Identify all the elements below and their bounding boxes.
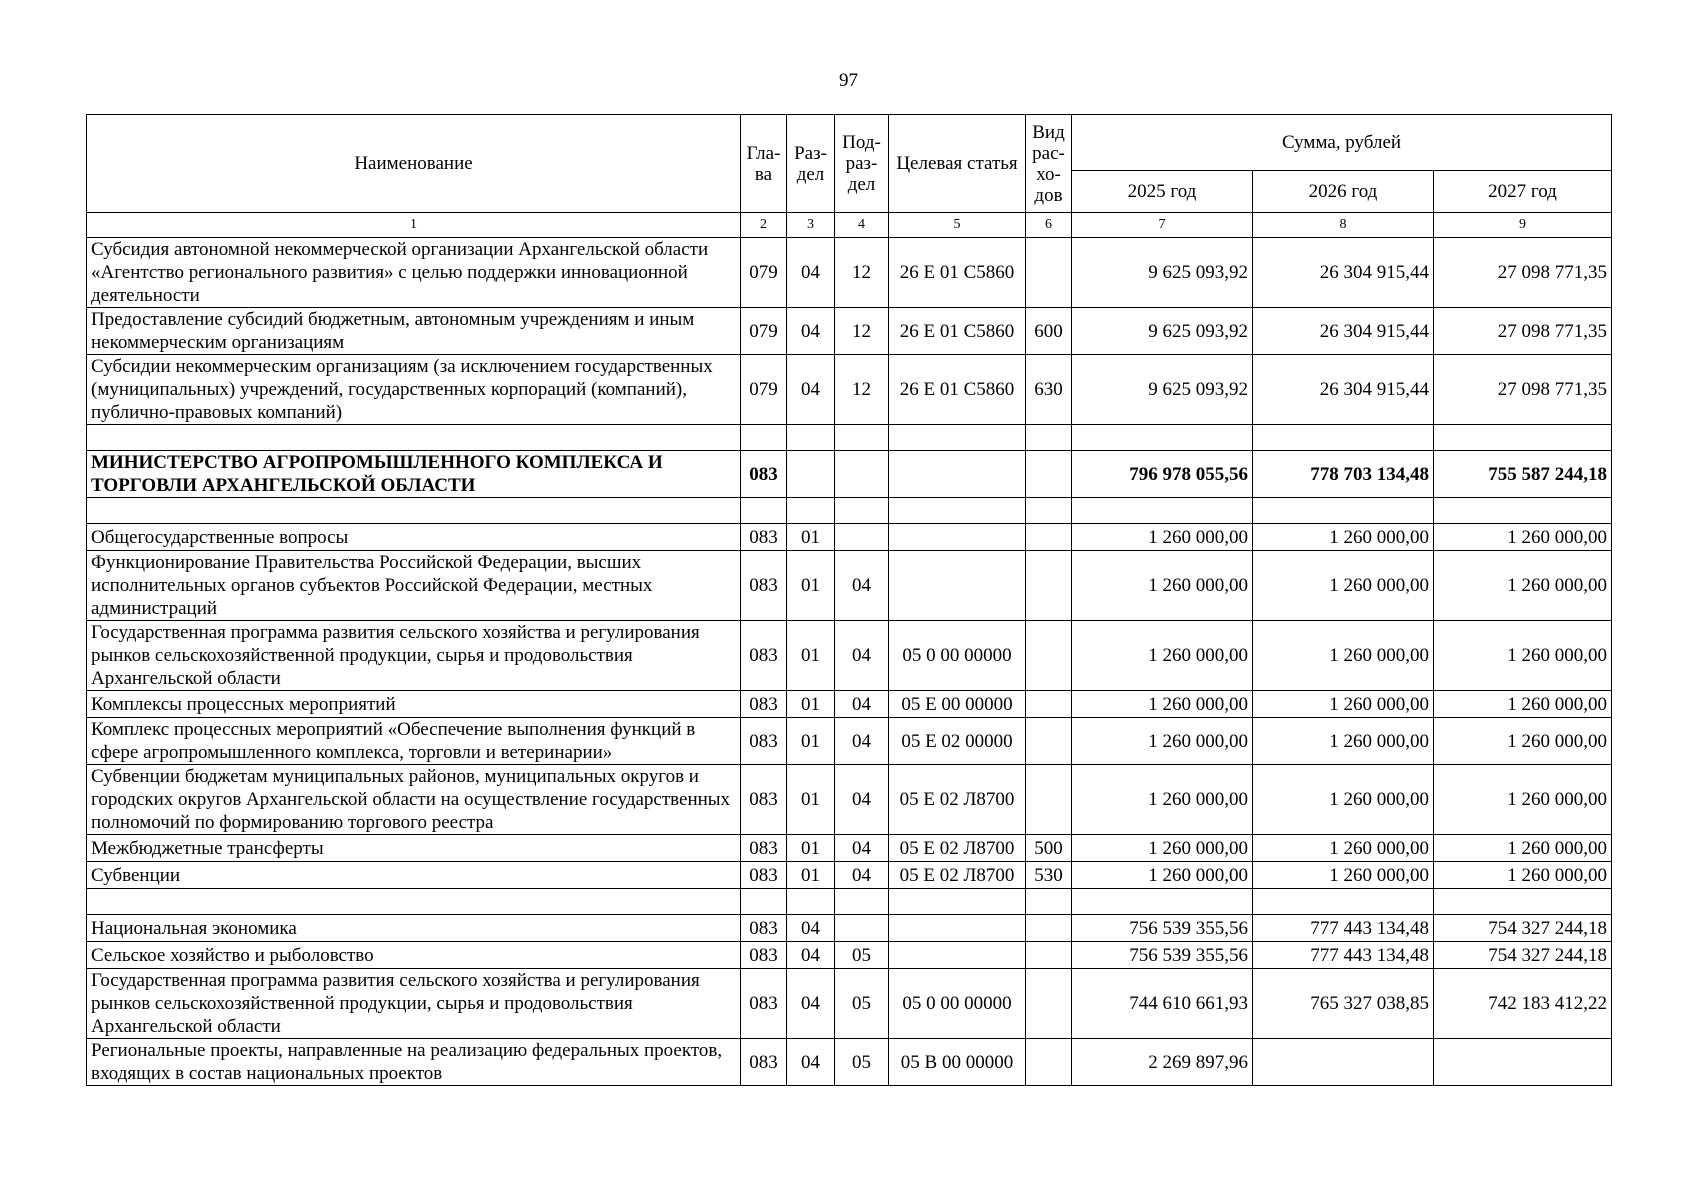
cell-glava: 083 — [741, 1039, 787, 1086]
cell-amount-2025: 2 269 897,96 — [1072, 1039, 1253, 1086]
column-number-row — [87, 213, 1612, 238]
cell-amount-2025: 744 610 661,93 — [1072, 969, 1253, 1039]
column-number: 2 — [741, 213, 787, 238]
cell-amount-2026: 26 304 915,44 — [1253, 238, 1434, 308]
cell-name: Государственная программа развития сельского хозяйства и регулирования рынков сельскохозяйственной продукции, сырья и продовольствия Архангельской области — [87, 621, 741, 691]
table-row — [87, 524, 1612, 551]
header-summa: Сумма, рублей — [1072, 115, 1612, 171]
cell-vid — [1026, 691, 1072, 718]
cell-amount-2025 — [1072, 889, 1253, 915]
cell-amount-2027: 754 327 244,18 — [1434, 915, 1612, 942]
cell-amount-2025: 756 539 355,56 — [1072, 915, 1253, 942]
cell-name — [87, 425, 741, 451]
cell-glava: 083 — [741, 691, 787, 718]
column-number: 4 — [835, 213, 889, 238]
cell-amount-2025: 796 978 055,56 — [1072, 451, 1253, 498]
cell-name: Субвенции — [87, 862, 741, 889]
cell-razdel: 01 — [787, 691, 835, 718]
cell-amount-2027: 1 260 000,00 — [1434, 691, 1612, 718]
cell-vid: 500 — [1026, 835, 1072, 862]
cell-name: Региональные проекты, направленные на реализацию федеральных проектов, входящих в состав национальных проектов — [87, 1039, 741, 1086]
cell-podrazdel: 04 — [835, 862, 889, 889]
cell-glava: 079 — [741, 308, 787, 355]
cell-razdel — [787, 451, 835, 498]
cell-amount-2027: 1 260 000,00 — [1434, 835, 1612, 862]
cell-glava: 083 — [741, 765, 787, 835]
cell-podrazdel: 05 — [835, 942, 889, 969]
header-vid: Вид рас-хо-дов — [1026, 115, 1072, 213]
cell-podrazdel: 04 — [835, 621, 889, 691]
page-number: 97 — [839, 70, 858, 91]
cell-amount-2027: 1 260 000,00 — [1434, 621, 1612, 691]
cell-podrazdel: 04 — [835, 718, 889, 765]
table-row — [87, 915, 1612, 942]
cell-razdel — [787, 889, 835, 915]
cell-amount-2026: 1 260 000,00 — [1253, 691, 1434, 718]
cell-vid: 630 — [1026, 355, 1072, 425]
column-number: 6 — [1026, 213, 1072, 238]
table-header — [87, 115, 1612, 238]
cell-celevaya: 26 Е 01 С5860 — [889, 355, 1026, 425]
cell-vid — [1026, 621, 1072, 691]
cell-amount-2026: 765 327 038,85 — [1253, 969, 1434, 1039]
cell-podrazdel — [835, 915, 889, 942]
cell-podrazdel — [835, 524, 889, 551]
cell-razdel: 04 — [787, 1039, 835, 1086]
cell-razdel: 04 — [787, 915, 835, 942]
cell-celevaya: 05 Е 00 00000 — [889, 691, 1026, 718]
cell-amount-2026 — [1253, 1039, 1434, 1086]
cell-name: МИНИСТЕРСТВО АГРОПРОМЫШЛЕННОГО КОМПЛЕКСА И ТОРГОВЛИ АРХАНГЕЛЬСКОЙ ОБЛАСТИ — [87, 451, 741, 498]
cell-name: Национальная экономика — [87, 915, 741, 942]
cell-podrazdel — [835, 451, 889, 498]
table-row — [87, 355, 1612, 425]
cell-amount-2026: 1 260 000,00 — [1253, 718, 1434, 765]
cell-amount-2026: 1 260 000,00 — [1253, 765, 1434, 835]
cell-celevaya: 05 Е 02 Л8700 — [889, 862, 1026, 889]
column-number: 3 — [787, 213, 835, 238]
cell-celevaya — [889, 498, 1026, 524]
header-podrazdel: Под-раз-дел — [835, 115, 889, 213]
table-row — [87, 942, 1612, 969]
cell-amount-2025: 1 260 000,00 — [1072, 765, 1253, 835]
cell-vid — [1026, 1039, 1072, 1086]
cell-amount-2027: 755 587 244,18 — [1434, 451, 1612, 498]
cell-amount-2026: 26 304 915,44 — [1253, 355, 1434, 425]
cell-name: Функционирование Правительства Российской Федерации, высших исполнительных органов субъектов Российской Федерации, местных администраций — [87, 551, 741, 621]
cell-name: Комплексы процессных мероприятий — [87, 691, 741, 718]
cell-name: Субсидия автономной некоммерческой организации Архангельской области «Агентство регионального развития» с целью поддержки инновационной деятельности — [87, 238, 741, 308]
cell-glava: 083 — [741, 524, 787, 551]
cell-razdel — [787, 498, 835, 524]
cell-amount-2026: 777 443 134,48 — [1253, 942, 1434, 969]
column-number: 9 — [1434, 213, 1612, 238]
cell-razdel: 04 — [787, 969, 835, 1039]
cell-amount-2027: 754 327 244,18 — [1434, 942, 1612, 969]
cell-celevaya: 05 0 00 00000 — [889, 621, 1026, 691]
cell-vid — [1026, 238, 1072, 308]
cell-amount-2026: 1 260 000,00 — [1253, 862, 1434, 889]
cell-vid — [1026, 915, 1072, 942]
table-row — [87, 425, 1612, 451]
cell-celevaya — [889, 524, 1026, 551]
table-row — [87, 551, 1612, 621]
cell-celevaya: 05 0 00 00000 — [889, 969, 1026, 1039]
cell-vid — [1026, 524, 1072, 551]
cell-vid — [1026, 425, 1072, 451]
cell-razdel: 04 — [787, 355, 835, 425]
cell-glava: 083 — [741, 718, 787, 765]
cell-amount-2025: 9 625 093,92 — [1072, 355, 1253, 425]
cell-amount-2025: 9 625 093,92 — [1072, 238, 1253, 308]
cell-vid — [1026, 451, 1072, 498]
cell-razdel: 01 — [787, 862, 835, 889]
cell-amount-2026: 778 703 134,48 — [1253, 451, 1434, 498]
header-year-2026: 2026 год — [1253, 171, 1434, 213]
cell-celevaya — [889, 942, 1026, 969]
cell-amount-2025 — [1072, 498, 1253, 524]
cell-razdel: 04 — [787, 238, 835, 308]
cell-amount-2027: 1 260 000,00 — [1434, 718, 1612, 765]
cell-glava — [741, 425, 787, 451]
table-row — [87, 238, 1612, 308]
cell-amount-2027: 27 098 771,35 — [1434, 308, 1612, 355]
cell-amount-2027: 742 183 412,22 — [1434, 969, 1612, 1039]
cell-razdel: 01 — [787, 718, 835, 765]
cell-amount-2025 — [1072, 425, 1253, 451]
cell-amount-2027 — [1434, 498, 1612, 524]
cell-amount-2027: 1 260 000,00 — [1434, 551, 1612, 621]
cell-celevaya — [889, 551, 1026, 621]
cell-glava: 079 — [741, 355, 787, 425]
cell-amount-2026: 1 260 000,00 — [1253, 621, 1434, 691]
cell-glava: 083 — [741, 451, 787, 498]
table-row — [87, 862, 1612, 889]
cell-amount-2026: 777 443 134,48 — [1253, 915, 1434, 942]
cell-glava: 079 — [741, 238, 787, 308]
cell-razdel: 01 — [787, 621, 835, 691]
header-year-2027: 2027 год — [1434, 171, 1612, 213]
cell-amount-2027 — [1434, 425, 1612, 451]
cell-amount-2025: 756 539 355,56 — [1072, 942, 1253, 969]
cell-name: Комплекс процессных мероприятий «Обеспечение выполнения функций в сфере агропромышленного комплекса, торговли и ветеринарии» — [87, 718, 741, 765]
cell-razdel: 01 — [787, 835, 835, 862]
cell-amount-2027: 1 260 000,00 — [1434, 862, 1612, 889]
cell-amount-2026 — [1253, 425, 1434, 451]
cell-vid — [1026, 969, 1072, 1039]
column-number: 7 — [1072, 213, 1253, 238]
cell-amount-2025: 9 625 093,92 — [1072, 308, 1253, 355]
table-body — [87, 238, 1612, 1086]
table-row — [87, 718, 1612, 765]
cell-amount-2025: 1 260 000,00 — [1072, 835, 1253, 862]
cell-amount-2026: 1 260 000,00 — [1253, 524, 1434, 551]
cell-vid — [1026, 765, 1072, 835]
cell-amount-2027: 27 098 771,35 — [1434, 238, 1612, 308]
table-row — [87, 498, 1612, 524]
cell-podrazdel: 12 — [835, 308, 889, 355]
cell-razdel: 01 — [787, 765, 835, 835]
cell-celevaya: 05 Е 02 00000 — [889, 718, 1026, 765]
cell-celevaya — [889, 915, 1026, 942]
table-row — [87, 621, 1612, 691]
cell-amount-2025: 1 260 000,00 — [1072, 691, 1253, 718]
cell-name — [87, 889, 741, 915]
cell-name: Общегосударственные вопросы — [87, 524, 741, 551]
cell-podrazdel: 04 — [835, 691, 889, 718]
cell-glava: 083 — [741, 551, 787, 621]
header-glava: Гла-ва — [741, 115, 787, 213]
cell-vid — [1026, 889, 1072, 915]
cell-razdel: 01 — [787, 524, 835, 551]
cell-podrazdel: 12 — [835, 238, 889, 308]
cell-amount-2025: 1 260 000,00 — [1072, 862, 1253, 889]
cell-celevaya: 26 Е 01 С5860 — [889, 308, 1026, 355]
cell-razdel: 04 — [787, 942, 835, 969]
cell-amount-2027: 27 098 771,35 — [1434, 355, 1612, 425]
cell-glava — [741, 889, 787, 915]
cell-name: Субвенции бюджетам муниципальных районов, муниципальных округов и городских округов Архангельской области на осуществление государственных полномочий по формированию торгового реестра — [87, 765, 741, 835]
table-row — [87, 1039, 1612, 1086]
cell-podrazdel: 04 — [835, 835, 889, 862]
cell-podrazdel: 12 — [835, 355, 889, 425]
cell-amount-2026: 1 260 000,00 — [1253, 551, 1434, 621]
cell-razdel: 01 — [787, 551, 835, 621]
table-row — [87, 691, 1612, 718]
column-number: 5 — [889, 213, 1026, 238]
cell-vid — [1026, 498, 1072, 524]
cell-glava — [741, 498, 787, 524]
cell-name: Сельское хозяйство и рыболовство — [87, 942, 741, 969]
cell-podrazdel: 05 — [835, 1039, 889, 1086]
column-number: 8 — [1253, 213, 1434, 238]
cell-podrazdel — [835, 425, 889, 451]
header-name: Наименование — [87, 115, 741, 213]
table-row — [87, 889, 1612, 915]
header-celevaya: Целевая статья — [889, 115, 1026, 213]
cell-razdel: 04 — [787, 308, 835, 355]
cell-celevaya: 26 Е 01 С5860 — [889, 238, 1026, 308]
cell-amount-2025: 1 260 000,00 — [1072, 621, 1253, 691]
cell-glava: 083 — [741, 835, 787, 862]
cell-podrazdel — [835, 889, 889, 915]
cell-amount-2025: 1 260 000,00 — [1072, 718, 1253, 765]
cell-razdel — [787, 425, 835, 451]
table-row — [87, 969, 1612, 1039]
cell-podrazdel: 04 — [835, 551, 889, 621]
cell-amount-2027 — [1434, 889, 1612, 915]
cell-vid — [1026, 551, 1072, 621]
cell-celevaya — [889, 889, 1026, 915]
cell-name: Субсидии некоммерческим организациям (за исключением государственных (муниципальных) учреждений, государственных корпораций (компаний), публично-правовых компаний) — [87, 355, 741, 425]
cell-vid — [1026, 718, 1072, 765]
cell-celevaya — [889, 451, 1026, 498]
header-razdel: Раз-дел — [787, 115, 835, 213]
table-row — [87, 835, 1612, 862]
cell-glava: 083 — [741, 942, 787, 969]
cell-celevaya: 05 Е 02 Л8700 — [889, 835, 1026, 862]
cell-amount-2026 — [1253, 498, 1434, 524]
cell-celevaya: 05 Е 02 Л8700 — [889, 765, 1026, 835]
cell-vid: 600 — [1026, 308, 1072, 355]
table-row — [87, 451, 1612, 498]
cell-glava: 083 — [741, 621, 787, 691]
cell-name: Государственная программа развития сельского хозяйства и регулирования рынков сельскохозяйственной продукции, сырья и продовольствия Архангельской области — [87, 969, 741, 1039]
cell-glava: 083 — [741, 862, 787, 889]
column-number: 1 — [87, 213, 741, 238]
budget-table — [86, 114, 1612, 1086]
cell-name: Предоставление субсидий бюджетным, автономным учреждениям и иным некоммерческим организациям — [87, 308, 741, 355]
cell-glava: 083 — [741, 969, 787, 1039]
cell-amount-2027: 1 260 000,00 — [1434, 524, 1612, 551]
table-row — [87, 308, 1612, 355]
cell-amount-2026 — [1253, 889, 1434, 915]
cell-amount-2026: 26 304 915,44 — [1253, 308, 1434, 355]
cell-celevaya — [889, 425, 1026, 451]
cell-amount-2025: 1 260 000,00 — [1072, 551, 1253, 621]
cell-vid — [1026, 942, 1072, 969]
cell-podrazdel: 04 — [835, 765, 889, 835]
cell-podrazdel — [835, 498, 889, 524]
cell-amount-2027: 1 260 000,00 — [1434, 765, 1612, 835]
cell-amount-2027 — [1434, 1039, 1612, 1086]
cell-name: Межбюджетные трансферты — [87, 835, 741, 862]
cell-glava: 083 — [741, 915, 787, 942]
cell-amount-2026: 1 260 000,00 — [1253, 835, 1434, 862]
cell-name — [87, 498, 741, 524]
cell-podrazdel: 05 — [835, 969, 889, 1039]
cell-vid: 530 — [1026, 862, 1072, 889]
cell-amount-2025: 1 260 000,00 — [1072, 524, 1253, 551]
table-row — [87, 765, 1612, 835]
cell-celevaya: 05 В 00 00000 — [889, 1039, 1026, 1086]
header-year-2025: 2025 год — [1072, 171, 1253, 213]
